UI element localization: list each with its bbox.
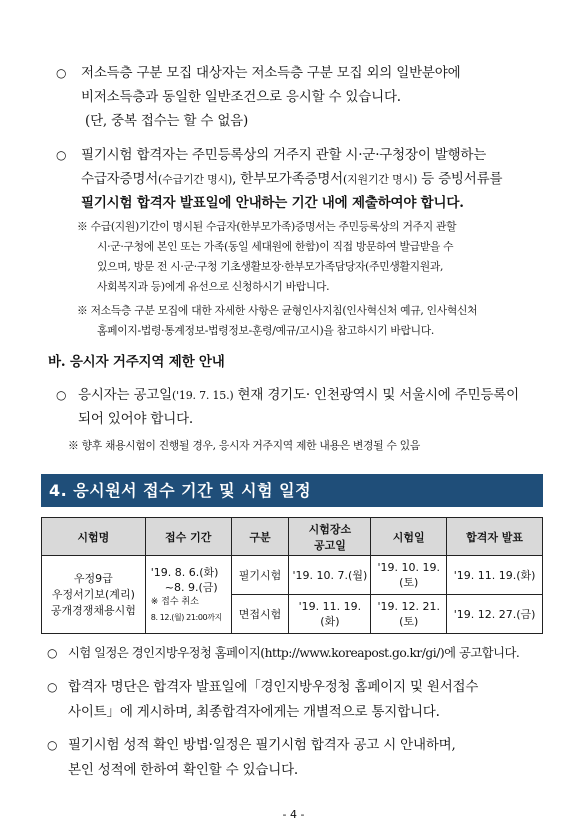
date-cell: '19. 10. 19.(토) <box>371 556 447 595</box>
cell-line: 우정9급 <box>73 571 113 585</box>
text-line: 본인 성적에 한하여 확인할 수 있습니다. <box>68 762 299 778</box>
text-span: , 한부모가족증명서 <box>232 171 344 187</box>
bullet-icon: ○ <box>47 646 58 660</box>
bullet-icon: ○ <box>56 148 67 162</box>
table-header <box>289 518 371 556</box>
text-line: 비저소득층과 동일한 일반조건으로 응시할 수 있습니다. <box>81 89 401 105</box>
text-line: 필기시험 합격자 발표일에 안내하는 기간 내에 제출하여야 합니다. <box>81 195 464 211</box>
bullet-icon: ○ <box>47 680 58 694</box>
note-line: 홈페이지-법령·통계정보-법령정보-훈령/예규/고시)을 참고하시기 바랍니다. <box>97 324 435 337</box>
table-header: 접수 기간 <box>145 518 231 556</box>
date-cell: '19. 12. 21.(토) <box>371 595 447 634</box>
text-line: (단, 중복 접수는 할 수 없음) <box>85 113 249 129</box>
text-line: 필기시험 성적 확인 방법·일정은 필기시험 합격자 공고 시 안내하며, <box>68 737 456 753</box>
cell-line: ※ 접수 취소 <box>150 596 199 607</box>
cell-line: '19. 8. 6.(화) <box>150 565 219 579</box>
result-cell: '19. 12. 27.(금) <box>447 595 543 634</box>
text-span: 현재 경기도· 인천광역시 및 서울시에 주민등록이 <box>233 387 519 403</box>
cell-line: 8. 12.(월) 21:00까지 <box>150 612 222 622</box>
page-number: - 4 - <box>282 808 305 821</box>
text-line: 되어 있어야 합니다. <box>78 411 194 427</box>
type-cell: 필기시험 <box>231 556 289 595</box>
schedule-table <box>41 517 543 634</box>
note-line: ※ 수급(지원)기간이 명시된 수급자(한부모가족)증명서는 주민등록상의 거주지 관할 <box>77 220 457 233</box>
text-span: (수급기간 명시) <box>158 173 233 186</box>
table-row <box>42 556 543 595</box>
note-line: ※ 향후 채용시험이 진행될 경우, 응시자 거주지역 제한 내용은 변경될 수 있음 <box>68 439 420 452</box>
exam-name-cell <box>42 556 146 634</box>
cell-line: ~8. 9.(금) <box>164 580 218 594</box>
note-line: ※ 저소득층 구분 모집에 대한 자세한 사항은 균형인사지침(인사혁신처 예규, 인사혁신처 <box>77 304 478 317</box>
text-line <box>81 171 502 188</box>
text-line <box>78 387 519 404</box>
text-line: 합격자 명단은 합격자 발표일에「경인지방우정청 홈페이지 및 원서접수 <box>68 679 479 695</box>
cell-line: 공개경쟁채용시험 <box>50 603 136 617</box>
text-line: 사이트」에 게시하며, 최종합격자에게는 개별적으로 통지합니다. <box>68 704 440 720</box>
text-line: 필기시험 합격자는 주민등록상의 거주지 관할 시·군·구청장이 발행하는 <box>81 147 487 163</box>
result-cell: '19. 11. 19.(화) <box>447 556 543 595</box>
table-header: 구분 <box>231 518 289 556</box>
note-line: 사회복지과 등)에게 유선으로 신청하시기 바랍니다. <box>97 280 330 293</box>
text-span: (지원기간 명시) <box>343 173 418 186</box>
notice-cell: '19. 11. 19.(화) <box>289 595 371 634</box>
text-span: ('19. 7. 15.) <box>171 389 234 402</box>
text-span: 응시자는 공고일 <box>78 387 172 403</box>
text-span: 수급자증명서 <box>81 171 159 187</box>
note-line: 있으며, 방문 전 시·군·구청 기초생활보장·한부모가족담당자(주민생활지원과, <box>97 260 444 273</box>
bullet-icon: ○ <box>47 738 58 752</box>
cell-line: 우정서기보(계리) <box>51 587 135 601</box>
section-heading: 바. 응시자 거주지역 제한 안내 <box>48 354 225 370</box>
table-header: 시험명 <box>42 518 146 556</box>
text-span: 등 증빙서류를 <box>417 171 503 187</box>
bullet-icon: ○ <box>56 66 67 80</box>
table-header-row <box>42 518 543 556</box>
section-title-bar: 4. 응시원서 접수 기간 및 시험 일정 <box>41 474 543 507</box>
text-line: 시험 일정은 경인지방우정청 홈페이지(http://www.koreapost.go.kr/gi/)에 공고합니다. <box>68 646 520 660</box>
header-line: 시험장소 <box>308 522 352 536</box>
table-header: 시험일 <box>371 518 447 556</box>
type-cell: 면접시험 <box>231 595 289 634</box>
note-line: 시·군·구청에 본인 또는 가족(동일 세대원에 한함)이 직접 방문하여 발급받을 수 <box>97 240 454 253</box>
header-line: 공고일 <box>313 538 346 552</box>
bullet-icon: ○ <box>56 388 67 402</box>
period-cell <box>145 556 231 634</box>
text-line: 저소득층 구분 모집 대상자는 저소득층 구분 모집 외의 일반분야에 <box>81 65 461 81</box>
notice-cell: '19. 10. 7.(월) <box>289 556 371 595</box>
table-header: 합격자 발표 <box>447 518 543 556</box>
